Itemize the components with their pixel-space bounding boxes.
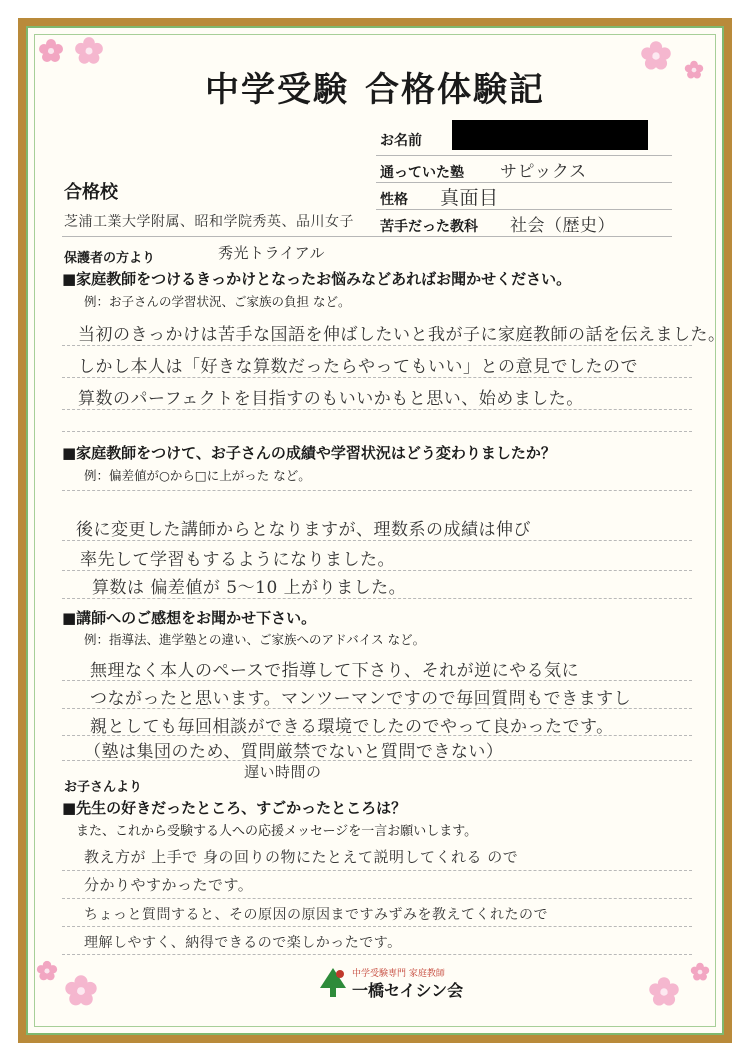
- ruled-line: [62, 345, 692, 346]
- child-sub: また、これから受験する人への応援メッセージを一言お願いします。: [76, 824, 478, 839]
- section-3-heading: ■講師へのご感想をお聞かせ下さい。: [62, 609, 317, 627]
- ruled-line: [62, 898, 692, 899]
- ruled-line: [62, 735, 692, 736]
- ruled-line: [62, 870, 692, 871]
- child-line: 教え方が 上手で 身の回りの物にたとえて説明してくれる ので: [84, 848, 519, 866]
- section-2-example: 例：偏差値が○から□に上がった など。: [84, 468, 311, 483]
- personality-value: 真面目: [440, 187, 499, 209]
- redacted-name: [452, 120, 648, 150]
- juku-value: サピックス: [500, 162, 587, 182]
- ruled-line: [62, 570, 692, 571]
- ruled-line: [62, 377, 692, 378]
- section-2-line: 算数は 偏差値が 5〜10 上がりました。: [92, 578, 407, 598]
- child-line: 分かりやすかったです。: [84, 876, 254, 894]
- flower-icon: [64, 974, 98, 1008]
- section-1-line: 算数のパーフェクトを目指すのもいいかもと思い、始めました。: [78, 389, 584, 409]
- ruled-line: [62, 540, 692, 541]
- flower-icon: [690, 962, 710, 982]
- section-3-line: 無理なく本人のペースで指導して下さり、それが逆にやる気に: [90, 661, 580, 681]
- section-3-line: （塾は集団のため、質問厳禁でないと質問できない）: [84, 742, 504, 762]
- flower-icon: [36, 960, 58, 982]
- section-3-insert: 遅い時間の: [244, 763, 322, 781]
- schools-value: 芝浦工業大学附属、昭和学院秀英、品川女子: [64, 214, 354, 230]
- divider: [376, 182, 672, 183]
- section-1-line: 当初のきっかけは苦手な国語を伸ばしたいと我が子に家庭教師の話を伝えました。: [78, 325, 726, 345]
- ruled-line: [62, 954, 692, 955]
- name-label: お名前: [380, 133, 422, 149]
- section-2-heading: ■家庭教師をつけて、お子さんの成績や学習状況はどう変わりましたか？: [62, 444, 556, 462]
- personality-label: 性格: [380, 192, 408, 208]
- juku-label: 通っていた塾: [380, 165, 464, 181]
- ruled-line: [62, 680, 692, 681]
- ruled-line: [62, 708, 692, 709]
- title-left: 中学受験: [205, 70, 349, 110]
- child-heading: ■先生の好きだったところ、すごかったところは？: [62, 799, 407, 817]
- flower-icon: [648, 976, 680, 1008]
- section-3-example: 例：指導法、進学塾との違い、ご家族へのアドバイス など。: [84, 632, 426, 647]
- title-right: 合格体験記: [365, 70, 545, 110]
- tree-logo-icon: [318, 966, 348, 998]
- parent-value: 秀光トライアル: [218, 244, 326, 262]
- section-3-line: 親としても毎回相談ができる環境でしたのでやって良かったです。: [90, 717, 614, 737]
- weak-subject-label: 苦手だった教科: [380, 219, 478, 235]
- weak-subject-value: 社会（歴史）: [510, 216, 615, 236]
- footer-brand: 一橋セイシン会: [352, 981, 464, 1000]
- page-title: [0, 62, 750, 111]
- schools-label: 合格校: [64, 182, 118, 203]
- ruled-line: [62, 431, 692, 432]
- divider: [62, 236, 672, 237]
- section-2-line: 率先して学習もするようになりました。: [80, 550, 395, 570]
- parent-label: 保護者の方より: [64, 251, 156, 266]
- child-line: 理解しやすく、納得できるので楽しかったです。: [84, 935, 402, 951]
- section-1-heading: ■家庭教師をつけるきっかけとなったお悩みなどあればお聞かせください。: [62, 270, 572, 288]
- divider: [376, 209, 672, 210]
- child-line: ちょっと質問すると、その原因の原因まですみずみを教えてくれたので: [84, 907, 548, 923]
- section-1-line: しかし本人は「好きな算数だったらやってもいい」との意見でしたので: [78, 357, 638, 377]
- section-3-line: つながったと思います。マンツーマンですので毎回質問もできますし: [90, 689, 632, 709]
- ruled-line: [62, 760, 692, 761]
- ruled-line: [62, 598, 692, 599]
- ruled-line: [62, 409, 692, 410]
- flower-icon: [38, 38, 64, 64]
- section-2-line: 後に変更した講師からとなりますが、理数系の成績は伸び: [76, 520, 531, 540]
- child-label: お子さんより: [64, 780, 143, 795]
- footer-tagline: 中学受験専門 家庭教師: [352, 969, 445, 979]
- ruled-line: [62, 926, 692, 927]
- section-1-example: 例：お子さんの学習状況、ご家族の負担 など。: [84, 294, 351, 309]
- divider: [376, 155, 672, 156]
- ruled-line: [62, 490, 692, 491]
